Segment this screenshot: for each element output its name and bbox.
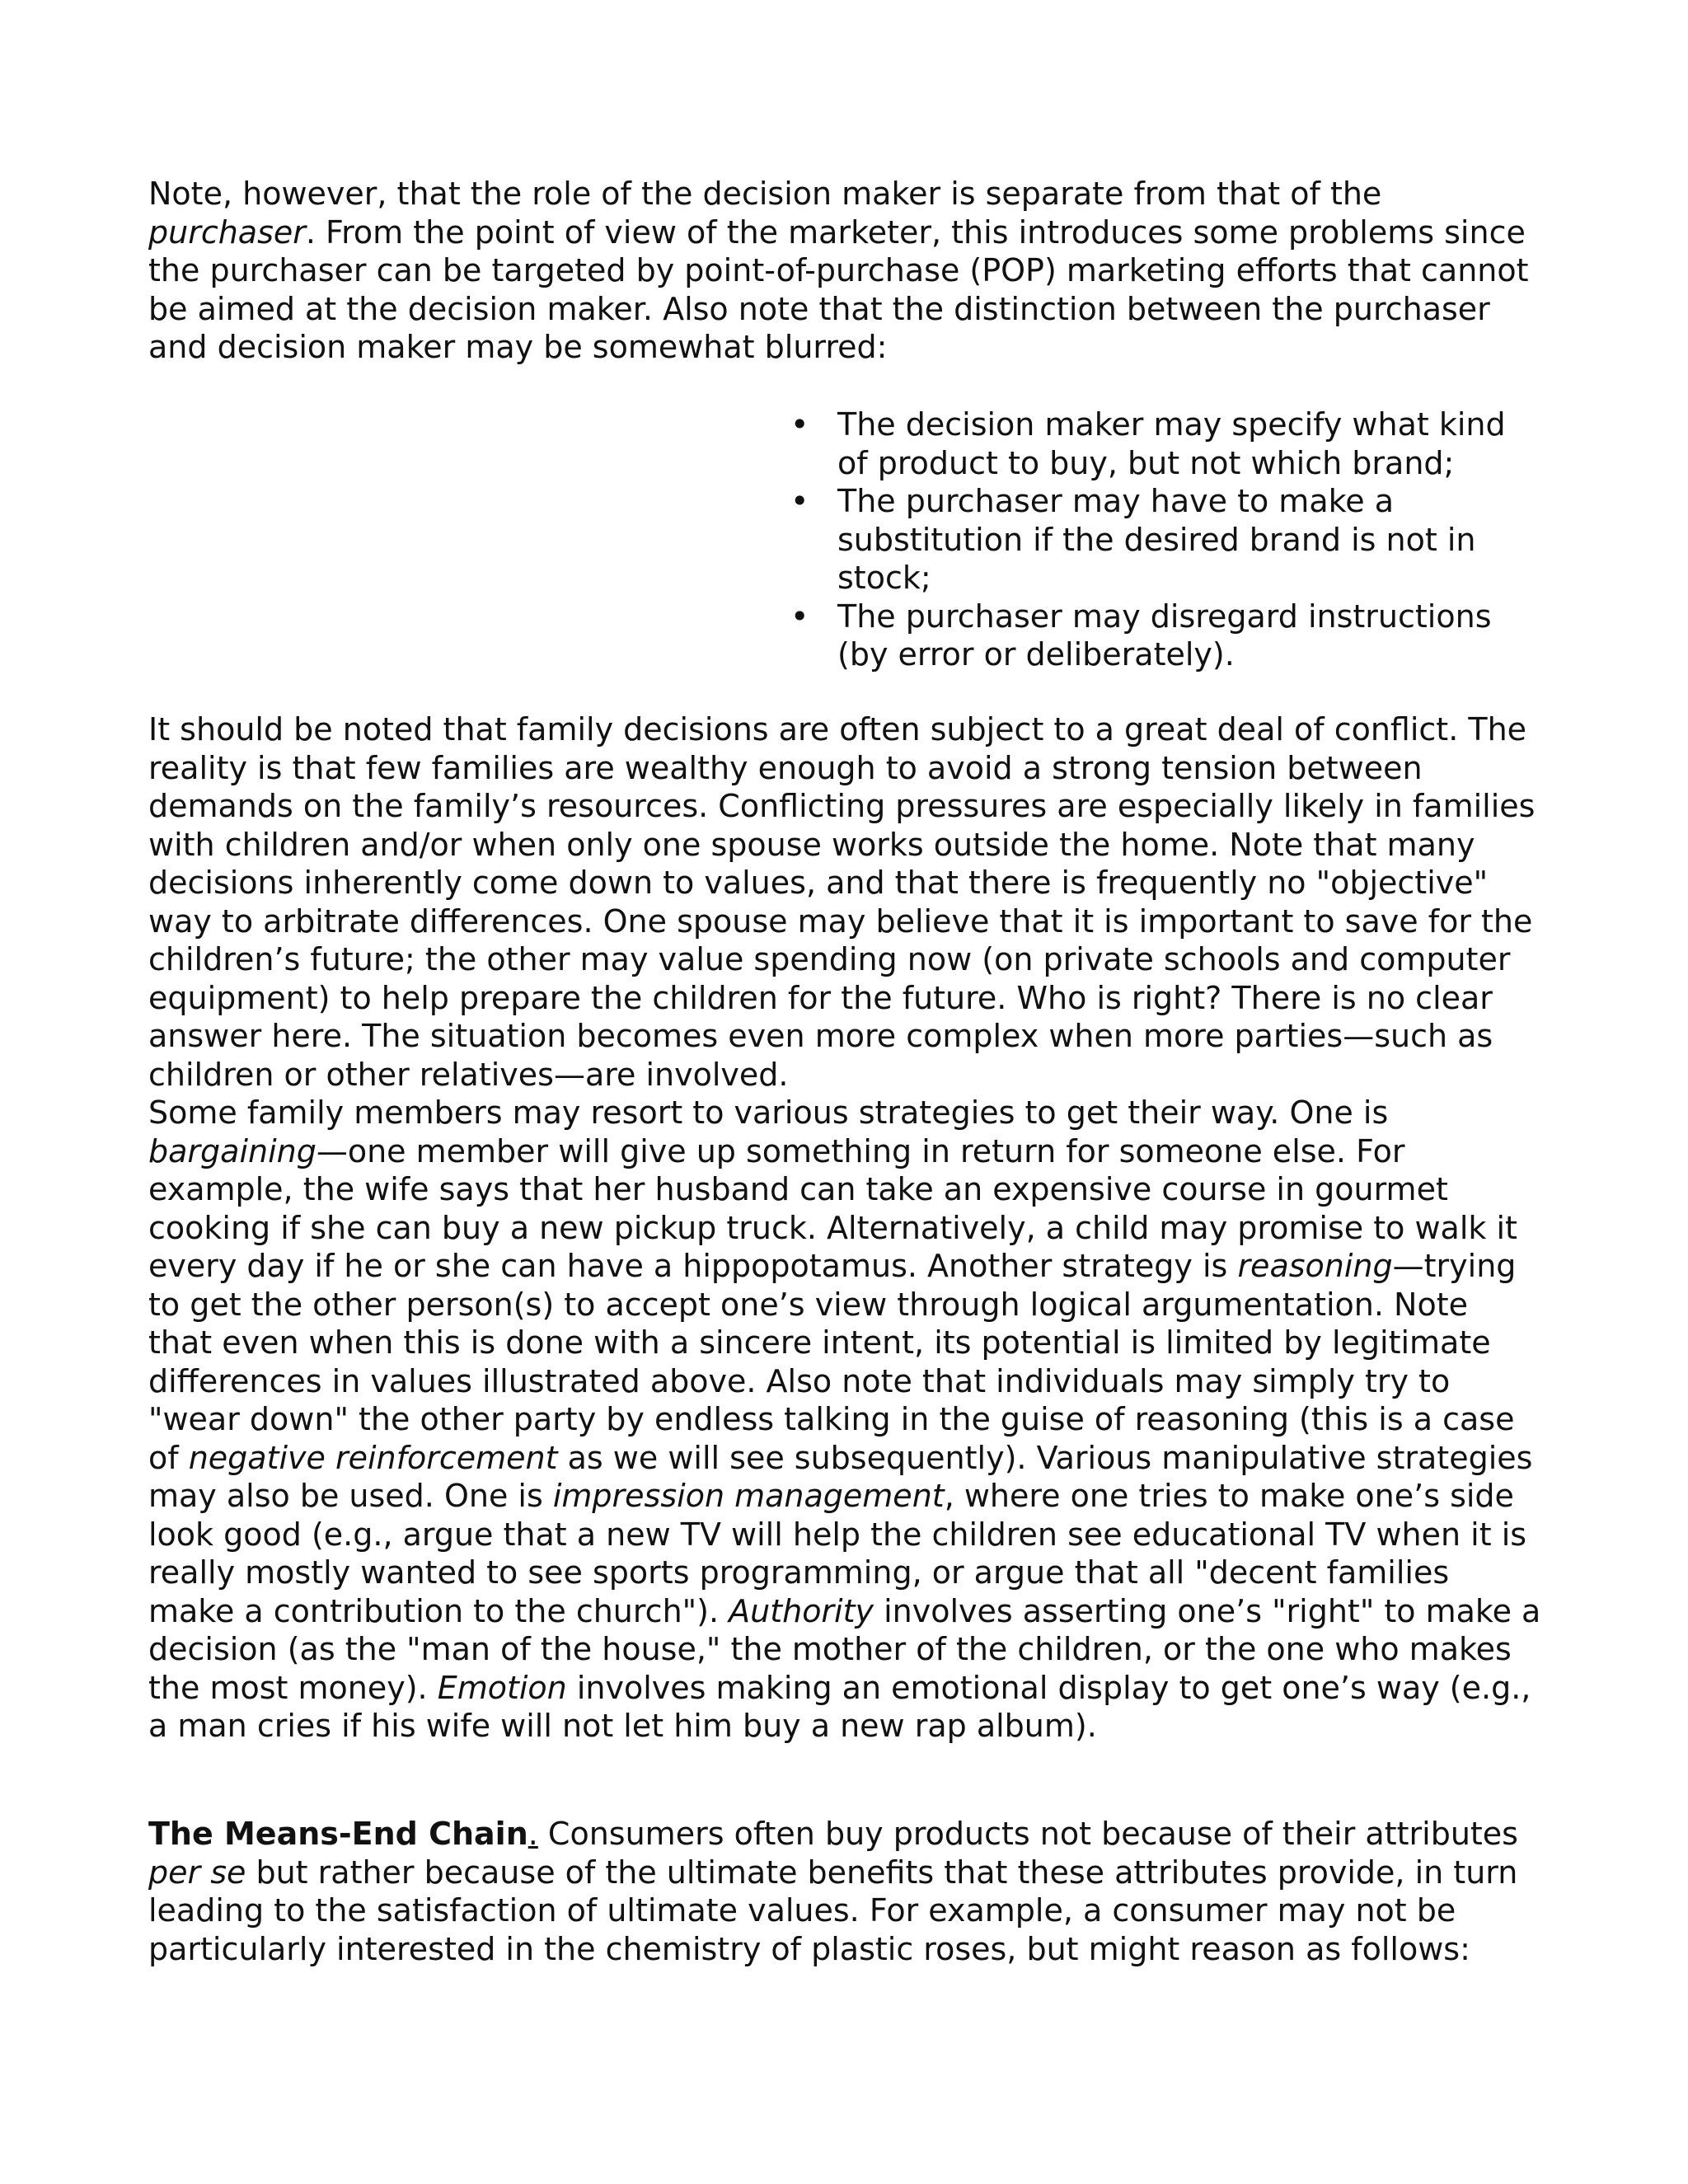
paragraph-text: . From the point of view of the marketer, this introduces some problems since the purchaser can be targeted by point-of-purchase (POP) marketing efforts that cannot be aimed at the decision maker. Also note that the distinction between the purchaser and decision maker may be somewhat blurred:: [148, 213, 1529, 365]
heading-period: .: [528, 1816, 538, 1852]
emphasis-emotion: Emotion: [437, 1669, 567, 1706]
emphasis-bargaining: bargaining: [148, 1132, 316, 1169]
bullet-list-blurred-distinction: [790, 405, 1513, 674]
paragraph-means-end-chain: [148, 1815, 1541, 1968]
emphasis-purchaser: purchaser: [148, 213, 306, 251]
section-heading: The Means-End Chain: [148, 1816, 528, 1852]
emphasis-impression-management: impression management: [552, 1478, 945, 1514]
paragraph-text: —one member will give up something in return for someone else. For example, the wife says that her husband can take an expensive course in gourmet cooking if she can buy a new pickup truck. Alternatively, a child may promise to walk it every day if he or she can have a hippopotamus. Another strategy is: [148, 1132, 1517, 1284]
paragraph-text: Consumers often buy products not because of their attributes: [537, 1816, 1518, 1852]
emphasis-authority: Authority: [729, 1592, 874, 1629]
paragraph-family-conflict: [148, 710, 1541, 1746]
emphasis-negative-reinforcement: negative reinforcement: [188, 1439, 558, 1476]
bullet-text: The purchaser may have to make a substitution if the desired brand is not in stock;: [837, 483, 1476, 596]
paragraph-text: involves making an emotional display to get one’s way (e.g., a man cries if his wife will not let him buy a new rap album).: [148, 1669, 1531, 1744]
paragraph-text: Note, however, that the role of the decision maker is separate from that of the: [148, 176, 1382, 212]
bullet-item: [790, 598, 1513, 674]
paragraph-text: but rather because of the ultimate benefits that these attributes provide, in turn leading to the satisfaction of ultimate values. For example, a consumer may not be particularly interested in the chemistry of plastic roses, but might reason as follows:: [148, 1854, 1518, 1967]
paragraph-purchaser-role: [148, 175, 1541, 367]
bullet-text: The decision maker may specify what kind of product to buy, but not which brand;: [837, 406, 1506, 481]
emphasis-reasoning: reasoning: [1237, 1248, 1393, 1284]
bullet-item: [790, 405, 1513, 482]
paragraph-text: involves asserting one’s "right" to make a decision (as the "man of the house," the mother of the children, or the one who makes the most money).: [148, 1592, 1541, 1706]
paragraph-text: Some family members may resort to various strategies to get their way. One is: [148, 1094, 1389, 1131]
paragraph-text: , where one tries to make one’s side look good (e.g., argue that a new TV will help the children see educational TV when it is really mostly wanted to see sports programming, or argue that all "decent families make a contribution to the church").: [148, 1478, 1527, 1629]
bullet-marker: •: [790, 406, 809, 443]
bullet-marker: •: [790, 598, 809, 635]
emphasis-per-se: per se: [148, 1854, 246, 1891]
paragraph-text: It should be noted that family decisions are often subject to a great deal of conflict. The reality is that few families are wealthy enough to avoid a strong tension between demands on the family’s resources. Conflicting pressures are especially likely in families with children and/or when only one spouse works outside the home. Note that many decisions inherently come down to values, and that there is frequently no "objective" way to arbitrate differences. One spouse may believe that it is important to save for the children’s future; the other may value spending now (on private schools and computer equipment) to help prepare the children for the future. Who is right? There is no clear answer here. The situation becomes even more complex when more parties—such as children or other relatives—are involved.: [148, 711, 1536, 1093]
bullet-item: [790, 482, 1513, 598]
bullet-text: The purchaser may disregard instructions (by error or deliberately).: [837, 598, 1492, 673]
bullet-marker: •: [790, 483, 809, 519]
paragraph-text: as we will see subsequently). Various manipulative strategies may also be used. One is: [148, 1439, 1533, 1514]
paragraph-text: —trying to get the other person(s) to accept one’s view through logical argumentation. Note that even when this is done with a sincere intent, its potential is limited by legitimate differences in values illustrated above. Also note that individuals may simply try to "wear down" the other party by endless talking in the guise of reasoning (this is a case of: [148, 1248, 1517, 1476]
